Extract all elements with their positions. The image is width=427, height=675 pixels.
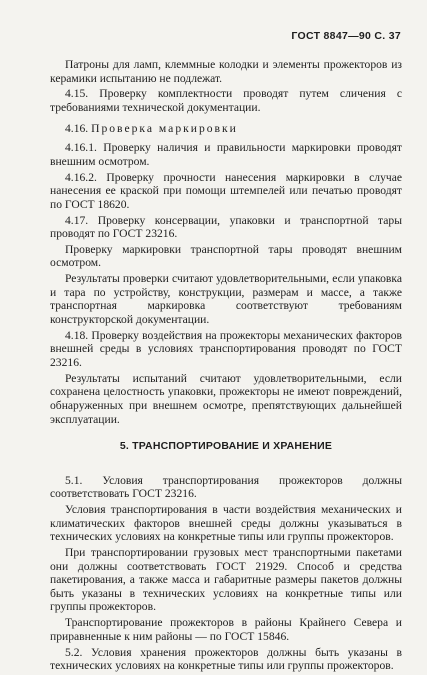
paragraph-4-17: 4.17. Проверку консервации, упаковки и транспортной тары проводят по ГОСТ 23216. (50, 213, 402, 241)
page-body (50, 58, 402, 675)
paragraph-4-15: 4.15. Проверку комплектности проводят путем сличения с требованиями технической документации. (50, 87, 402, 114)
paragraph: Условия транспортирования в части воздействия механических и климатических факторов внешней среды должны указываться в технических условиях на конкретные типы или группы прожекторов. (50, 503, 402, 544)
paragraph-4-16-2: 4.16.2. Проверку прочности нанесения маркировки в случае нанесения ее краской при помощи штемпелей или печатью проводят по ГОСТ 18620. (50, 170, 402, 211)
subsection-heading-4-16 (50, 122, 402, 136)
paragraph-5-1: 5.1. Условия транспортирования прожекторов должны соответствовать ГОСТ 23216. (50, 473, 402, 501)
paragraph: Результаты испытаний считают удовлетворительными, если сохранена целостность упаковки, прожекторы не имеют повреждений, обнаруженных при внешнем осмотре, препятствующих дальнейшей эксплуатации. (50, 371, 402, 426)
paragraph: Результаты проверки считают удовлетворительными, если упаковка и тара по устройству, конструкции, размерам и массе, а также транспортная маркировка соответствуют требованиям конструкторской документации. (50, 272, 402, 327)
paragraph-4-18: 4.18. Проверку воздействия на прожекторы механических факторов внешней среды в условиях транспортирования проводят по ГОСТ 23216. (50, 328, 402, 369)
paragraph: Проверку маркировки транспортной тары проводят внешним осмотром. (50, 242, 402, 270)
paragraph: При транспортировании грузовых мест транспортными пакетами они должны соответствовать ГОСТ 21929. Способ и средства пакетирования, а также масса и габаритные размеры пакетов должны быть указаны в технических условиях на конкретные типы или группы прожекторов. (50, 546, 402, 614)
subsection-number: 4.16. (65, 121, 89, 135)
subsection-title: Проверка маркировки (91, 121, 238, 135)
section-title: 5. ТРАНСПОРТИРОВАНИЕ И ХРАНЕНИЕ (119, 440, 333, 453)
paragraph-4-16-1: 4.16.1. Проверку наличия и правильности маркировки проводят внешним осмотром. (50, 141, 402, 168)
running-head: ГОСТ 8847—90 С. 37 (291, 30, 401, 42)
paragraph-5-2: 5.2. Условия хранения прожекторов должны быть указаны в технических условиях на конкретные типы или группы прожекторов. (50, 645, 402, 673)
paragraph: Транспортирование прожекторов в районы Крайнего Севера и приравненные к ним районы — по ГОСТ 15846. (50, 616, 402, 643)
paragraph: Патроны для ламп, клеммные колодки и элементы прожекторов из керамики испытанию не подлежат. (50, 58, 402, 85)
